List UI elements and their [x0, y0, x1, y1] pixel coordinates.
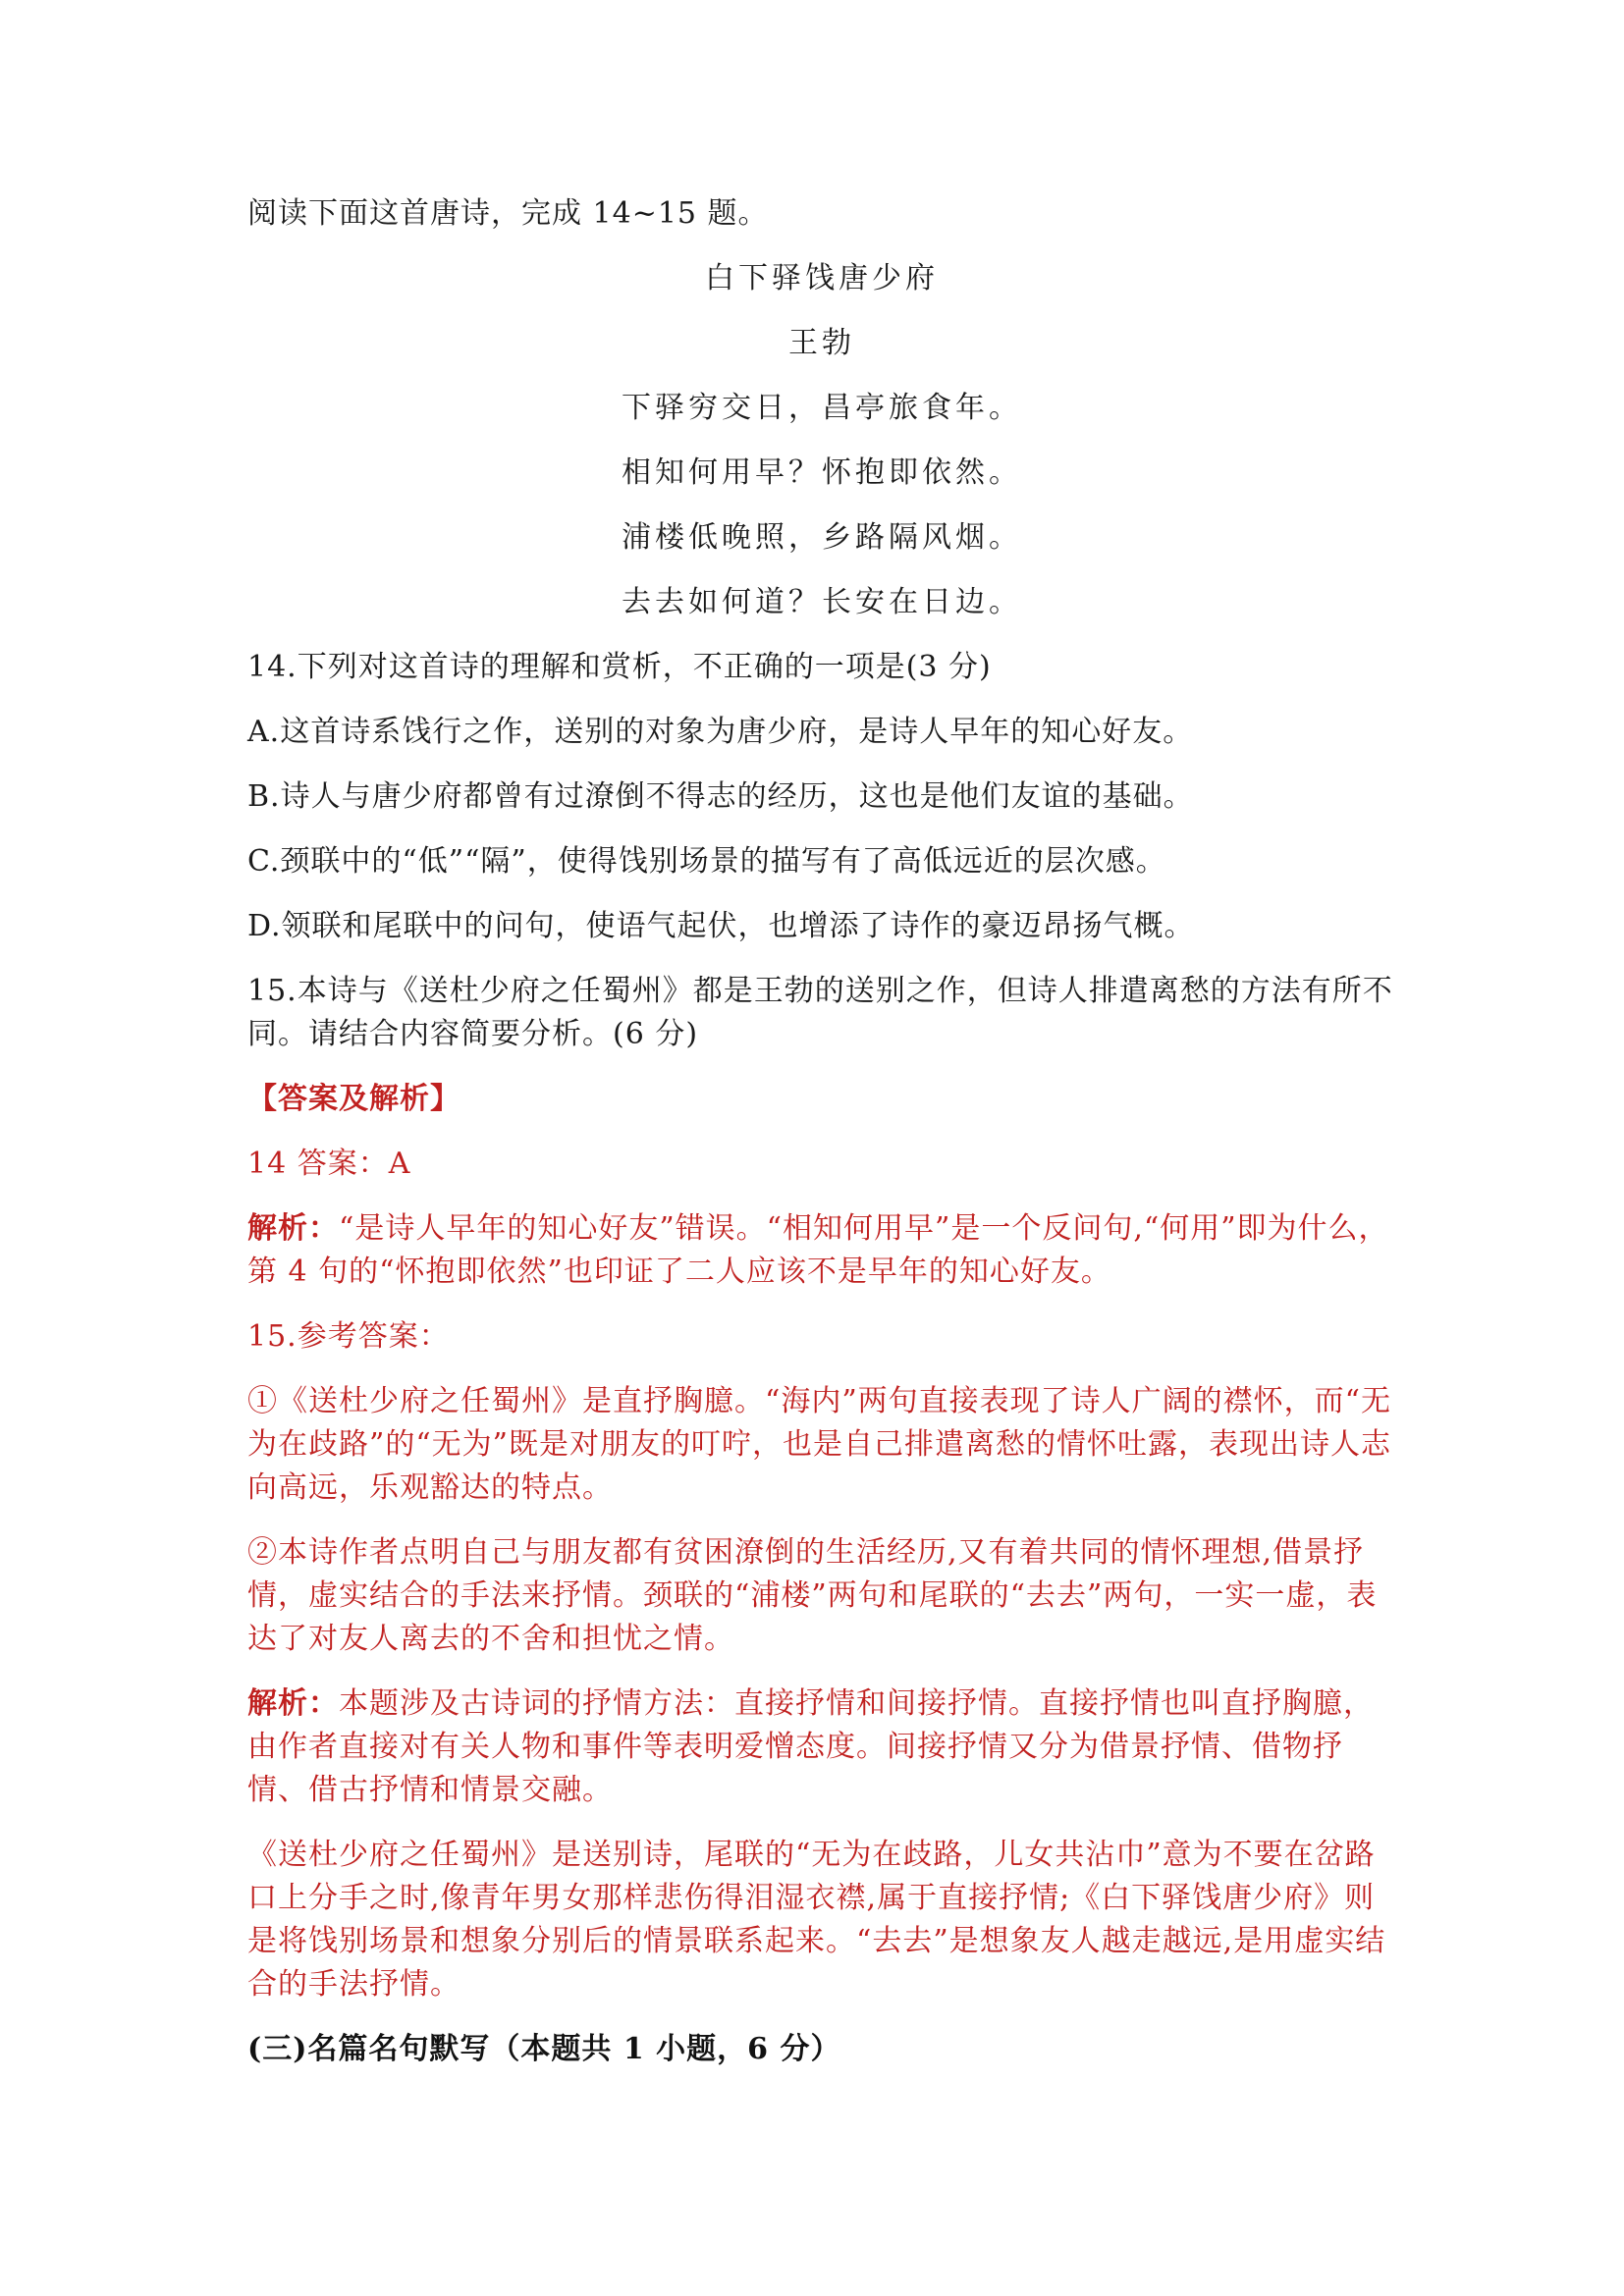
answer-header: 【答案及解析】	[247, 1082, 460, 1116]
question-14-option-c: C.颈联中的“低”“隔”，使得饯别场景的描写有了高低远近的层次感。	[247, 844, 1166, 879]
analysis-14	[247, 1207, 1396, 1294]
poem-line-2: 相知何用早？怀抱即依然。	[622, 455, 1022, 490]
question-14-option-b: B.诗人与唐少府都曾有过潦倒不得志的经历，这也是他们友谊的基础。	[247, 779, 1194, 814]
question-14-option-a: A.这首诗系饯行之作，送别的对象为唐少府，是诗人早年的知心好友。	[247, 715, 1194, 749]
analysis-14-label: 解析：	[247, 1211, 339, 1246]
poem-title: 白下驿饯唐少府	[705, 261, 939, 295]
question-14-stem: 14.下列对这首诗的理解和赏析，不正确的一项是(3 分)	[247, 650, 992, 684]
question-14-option-d: D.领联和尾联中的问句，使语气起伏，也增添了诗作的豪迈昂扬气概。	[247, 909, 1195, 943]
poem-line-4: 去去如何道？长安在日边。	[622, 585, 1022, 619]
intro-instruction: 阅读下面这首唐诗，完成 14~15 题。	[247, 196, 769, 231]
answer-15-point-2: ②本诗作者点明自己与朋友都有贫困潦倒的生活经历,又有着共同的情怀理想,借景抒情，虚实结合的手法来抒情。颈联的“浦楼”两句和尾联的“去去”两句，一实一虚，表达了对友人离去的不舍和担忧之情。	[247, 1535, 1378, 1656]
analysis-15	[247, 1682, 1396, 1812]
answer-15-point-1: ①《送杜少府之任蜀州》是直抒胸臆。“海内”两句直接表现了诗人广阔的襟怀，而“无为在歧路”的“无为”既是对朋友的叮咛，也是自己排遣离愁的情怀吐露，表现出诗人志向高远，乐观豁达的特点。	[247, 1384, 1392, 1505]
analysis-15-label: 解析：	[247, 1686, 339, 1721]
section-3-title: (三)名篇名句默写（本题共 1 小题，6 分）	[247, 2032, 841, 2066]
document-page	[247, 192, 1396, 2093]
poem-author: 王勃	[788, 326, 855, 360]
question-15-stem: 15.本诗与《送杜少府之任蜀州》都是王勃的送别之作，但诗人排遣离愁的方法有所不同。请结合内容简要分析。(6 分)	[247, 974, 1393, 1051]
analysis-15-text: 本题涉及古诗词的抒情方法：直接抒情和间接抒情。直接抒情也叫直抒胸臆，由作者直接对有关人物和事件等表明爱憎态度。间接抒情又分为借景抒情、借物抒情、借古抒情和情景交融。	[247, 1686, 1374, 1807]
answer-14: 14 答案：A	[247, 1147, 411, 1181]
poem-line-3: 浦楼低晚照，乡路隔风烟。	[622, 520, 1022, 555]
analysis-14-text: “是诗人早年的知心好友”错误。“相知何用早”是一个反问句,“何用”即为什么，第 4 句的“怀抱即依然”也印证了二人应该不是早年的知心好友。	[247, 1211, 1389, 1289]
analysis-15-extra: 《送杜少府之任蜀州》是送别诗，尾联的“无为在歧路，儿女共沾巾”意为不要在岔路口上分手之时,像青年男女那样悲伤得泪湿衣襟,属于直接抒情;《白下驿饯唐少府》则是将饯别场景和想象分别后的情景联系起来。“去去”是想象友人越走越远,是用虚实结合的手法抒情。	[247, 1838, 1386, 2002]
answer-15-title: 15.参考答案：	[247, 1319, 450, 1354]
poem-line-1: 下驿穷交日，昌亭旅食年。	[622, 391, 1022, 425]
